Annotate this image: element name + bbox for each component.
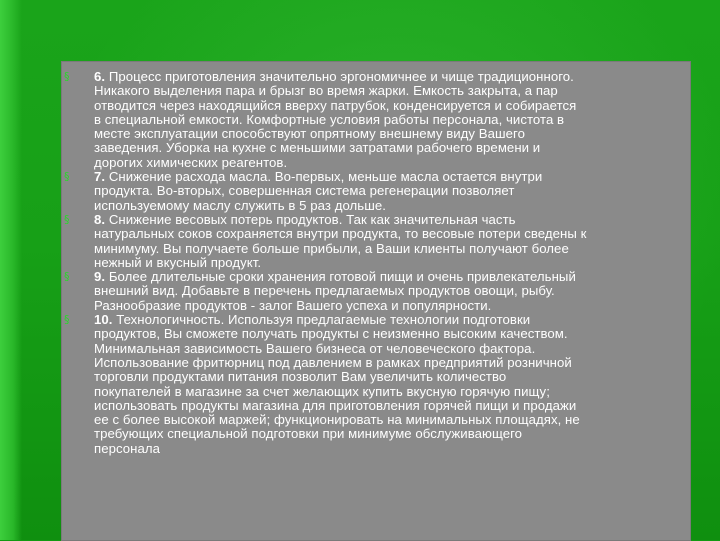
item-number: 7. — [94, 169, 106, 185]
bullet-item-7 — [64, 170, 694, 213]
bullet-item-8 — [64, 213, 694, 270]
item-text: Более длительные сроки хранения готовой пищи и очень привлекательный внешний вид. Добавьте в перечень предлагаемых продуктов овощи, рыбу. Разнообразие продуктов - залог Вашего успеха и популярности. — [94, 269, 576, 313]
bullet-item-6 — [64, 70, 694, 170]
slide-left-edge — [0, 0, 22, 540]
bullet-square-icon: § — [64, 212, 70, 226]
bullet-item-10 — [64, 313, 694, 456]
item-number: 9. — [94, 269, 106, 285]
item-number: 10. — [94, 312, 113, 328]
bullet-square-icon: § — [64, 70, 70, 83]
item-number: 8. — [94, 211, 106, 227]
bullet-square-icon: § — [64, 313, 70, 327]
item-text: Процесс приготовления значительно эргономичнее и чище традиционного. Никакого выделения пара и брызг во время жарки. Емкость закрыта, а пар отводится через находящийся вверху патрубок, конденсируется и собирается в специальной емкости. Комфортные условия работы персонала, чистота в месте эксплуатации способствуют опрятному внешнему виду Вашего заведения. Уборка на кухне с меньшими затратами рабочего времени и дорогих химических реагентов. — [94, 69, 577, 170]
item-number: 6. — [94, 69, 106, 84]
bullet-item-9 — [64, 270, 694, 313]
item-text: Снижение весовых потерь продуктов. Так как значительная часть натуральных соков сохраняется внутри продукта, то весовые потери сведены к минимуму. Вы получаете больше прибыли, а Ваши клиенты получают более нежный и вкусный продукт. — [94, 211, 587, 270]
bullet-square-icon: § — [64, 270, 70, 284]
bullet-square-icon: § — [64, 170, 70, 184]
item-text: Технологичность. Используя предлагаемые технологии подготовки продуктов, Вы сможете получать продукты с неизменно высоким качеством. Минимальная зависимость Вашего бизнеса от человеческого фактора. Использование фритюрниц под давлением в рамках предприятий розничной торговли продуктами питания позволит Вам увеличить количество покупателей в магазине за счет желающих купить вкусную горячую пищу; использовать продукты магазина для приготовления горячей пищи и продажи ее с более высокой маржей; функционировать на минимальных площадях, не требующих специальной подготовки при минимуме обслуживающего персонала — [94, 312, 580, 456]
bullet-list — [64, 70, 694, 456]
item-text: Снижение расхода масла. Во-первых, меньше масла остается внутри продукта. Во-вторых, совершенная система регенерации позволяет используемому маслу служить в 5 раз дольше. — [94, 169, 543, 213]
